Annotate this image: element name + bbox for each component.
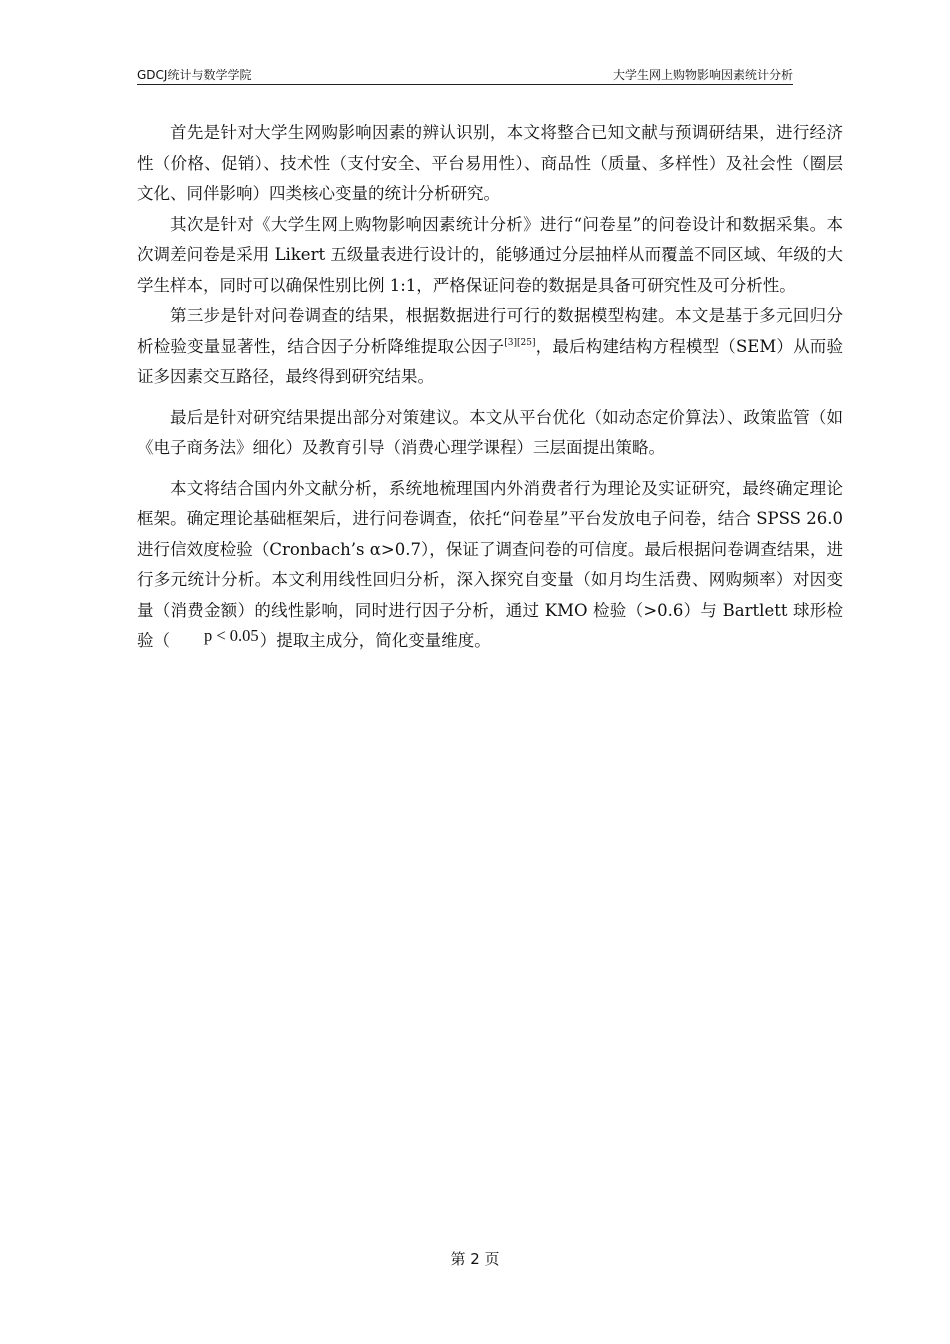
paragraph-5 xyxy=(137,474,843,657)
paragraph-1: 首先是针对大学生网购影响因素的辨认识别，本文将整合已知文献与预调研结果，进行经济性（价格、促销）、技术性（支付安全、平台易用性）、商品性（质量、多样性）及社会性（圈层文化、同伴影响）四类核心变量的统计分析研究。 xyxy=(137,123,843,203)
header-school: GDCJ统计与数学学院 xyxy=(137,68,252,82)
body-text xyxy=(137,118,843,657)
page-header xyxy=(137,66,793,85)
page-number: 第 2 页 xyxy=(450,1250,500,1268)
paragraph-5-text-b: ）提取主成分，简化变量维度。 xyxy=(259,631,491,650)
paragraph-3-text-a: 第三步是针对问卷调查的结果，根据数据进行可行的数据模型构建。本文是基于多元回归分析检验变量显著性，结合因子分析降维提取公因子 xyxy=(137,306,843,356)
header-title: 大学生网上购物影响因素统计分析 xyxy=(612,68,793,82)
paragraph-4: 最后是针对研究结果提出部分对策建议。本文从平台优化（如动态定价算法）、政策监管（如《电子商务法》细化）及教育引导（消费心理学课程）三层面提出策略。 xyxy=(137,407,843,457)
paragraph-5-text-a: 本文将结合国内外文献分析，系统地梳理国内外消费者行为理论及实证研究，最终确定理论框架。确定理论基础框架后，进行问卷调查，依托“问卷星”平台发放电子问卷，结合 SPSS 26.0 进行信效度检验（Cronbach’s α>0.7），保证了调查问卷的可信度。最后根据问卷调查结果，进行多元统计分析。本文利用线性回归分析，深入探究自变量（如月均生活费、网购频率）对因变量（消费金额）的线性影响，同时进行因子分析，通过 KMO 检验（>0.6）与 Bartlett 球形检验（ xyxy=(137,478,843,650)
paragraph-3-text-b: ，最后构建结构方程模型（SEM）从而验证多因素交互路径，最终得到研究结果。 xyxy=(137,336,844,386)
p-value-formula: p < 0.05 xyxy=(204,626,259,645)
citation-ref: [3][25] xyxy=(504,337,536,348)
paragraph-2: 其次是针对《大学生网上购物影响因素统计分析》进行“问卷星”的问卷设计和数据采集。本次调差问卷是采用 Likert 五级量表进行设计的，能够通过分层抽样从而覆盖不同区域、年级的大学生样本，同时可以确保性别比例 1:1，严格保证问卷的数据是具备可研究性及可分析性。 xyxy=(137,214,843,295)
paragraph-3 xyxy=(137,301,843,393)
